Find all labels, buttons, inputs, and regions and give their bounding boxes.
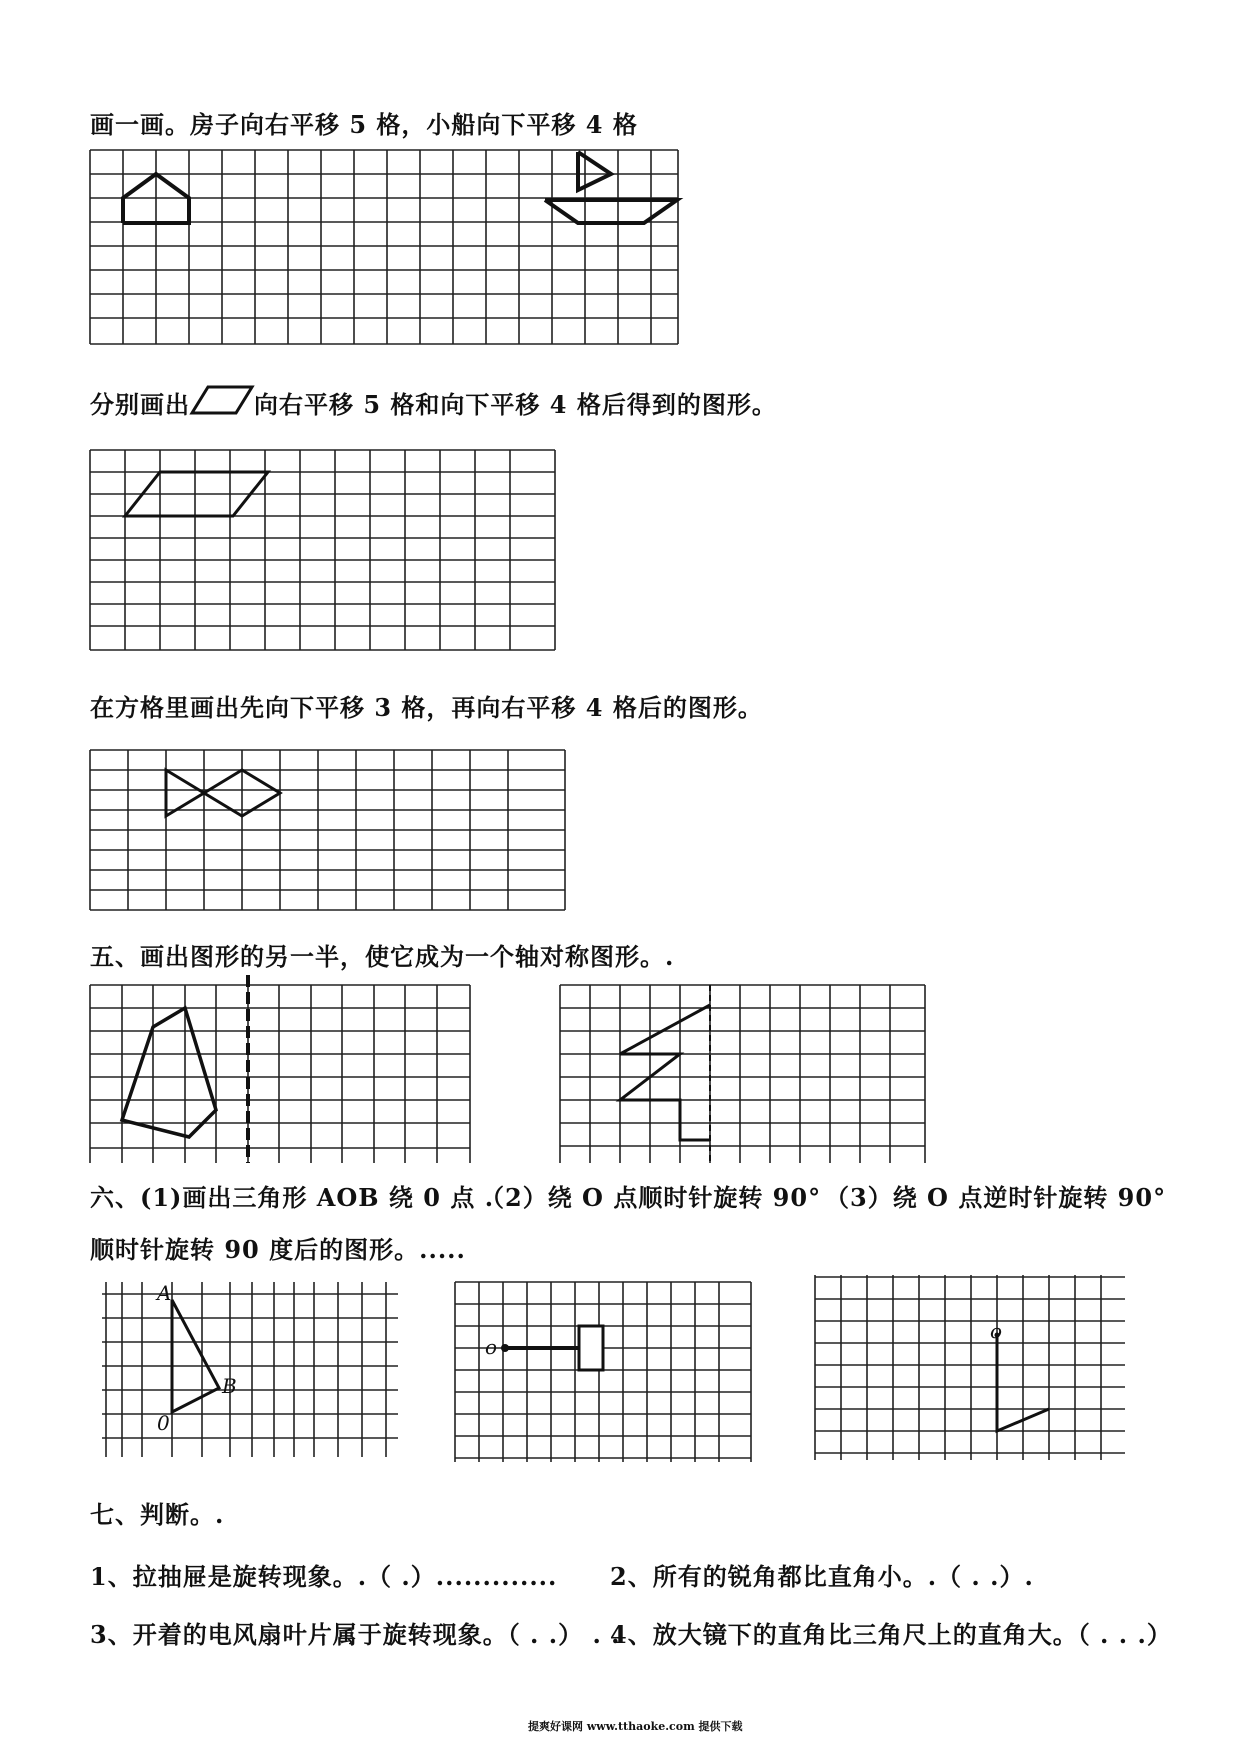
question-7-title: 七、判断。. <box>90 1500 225 1529</box>
grid-rotation-3 <box>815 1275 1130 1465</box>
grid-lines <box>560 985 925 1163</box>
label-o-2: o <box>485 1335 498 1359</box>
grid-lines <box>102 1282 398 1457</box>
question-parallelogram-post: 向右平移 5 格和向下平移 4 格后得到的图形。 <box>254 390 777 419</box>
grid-symmetry-2 <box>560 985 930 1165</box>
label-o-3: o <box>990 1319 1003 1343</box>
question-house-boat: 画一画。房子向右平移 5 格，小船向下平移 4 格 <box>90 110 638 139</box>
grid-house-boat <box>90 150 680 350</box>
question-parallelogram-pre: 分别画出 <box>90 390 190 419</box>
judge-item-3: 3、开着的电风扇叶片属于旋转现象。（ . .） . . <box>90 1620 621 1649</box>
judge-item-1: 1、拉抽屉是旋转现象。.（ .）............. <box>90 1562 558 1591</box>
question-6-part1: 六、(1)画出三角形 AOB 绕 0 点 . <box>90 1183 495 1212</box>
symmetry-shape-1 <box>122 1008 216 1137</box>
label-o: 0 <box>157 1411 170 1435</box>
symmetry-shape-2 <box>620 1005 710 1140</box>
question-6-line2: 顺时针旋转 90 度后的图形。..... <box>90 1235 466 1264</box>
grid-rotation-2 <box>455 1282 755 1467</box>
parallelogram-icon <box>190 385 254 415</box>
judge-item-2: 2、所有的锐角都比直角小。.（ . .）. <box>610 1562 1034 1591</box>
question-6-part2: （2）绕 O 点顺时针旋转 90° <box>480 1183 822 1212</box>
grid-lines <box>90 450 555 650</box>
grid-lines <box>815 1275 1125 1460</box>
grid-bowtie <box>90 750 570 915</box>
grid-lines <box>90 750 565 910</box>
judge-item-4: 4、放大镜下的直角比三角尺上的直角大。（ . . .） <box>610 1620 1172 1649</box>
boat-hull <box>545 200 677 223</box>
bowtie-left-triangle <box>166 770 204 816</box>
question-bowtie: 在方格里画出先向下平移 3 格，再向右平移 4 格后的图形。 <box>90 693 763 722</box>
grid-symmetry-1 <box>90 985 475 1165</box>
grid-lines <box>90 150 678 344</box>
grid-lines <box>455 1282 751 1462</box>
label-b: B <box>222 1374 237 1398</box>
question-5-title: 五、画出图形的另一半，使它成为一个轴对称图形。. <box>90 942 675 971</box>
grid-parallelogram <box>90 450 560 655</box>
label-a: A <box>157 1281 172 1305</box>
grid-rotation-1 <box>102 1282 402 1462</box>
question-6-part3: （3）绕 O 点逆时针旋转 90° <box>825 1183 1167 1212</box>
question-parallelogram <box>90 385 777 420</box>
triangle-aob <box>172 1300 219 1412</box>
rotation-2-pivot-dot <box>501 1344 509 1352</box>
boat-sail <box>578 152 611 190</box>
grid-lines <box>90 985 470 1163</box>
footer-credit: 提爽好课网 www.tthaoke.com 提供下载 <box>528 1720 743 1733</box>
rotation-2-flag <box>579 1326 603 1370</box>
